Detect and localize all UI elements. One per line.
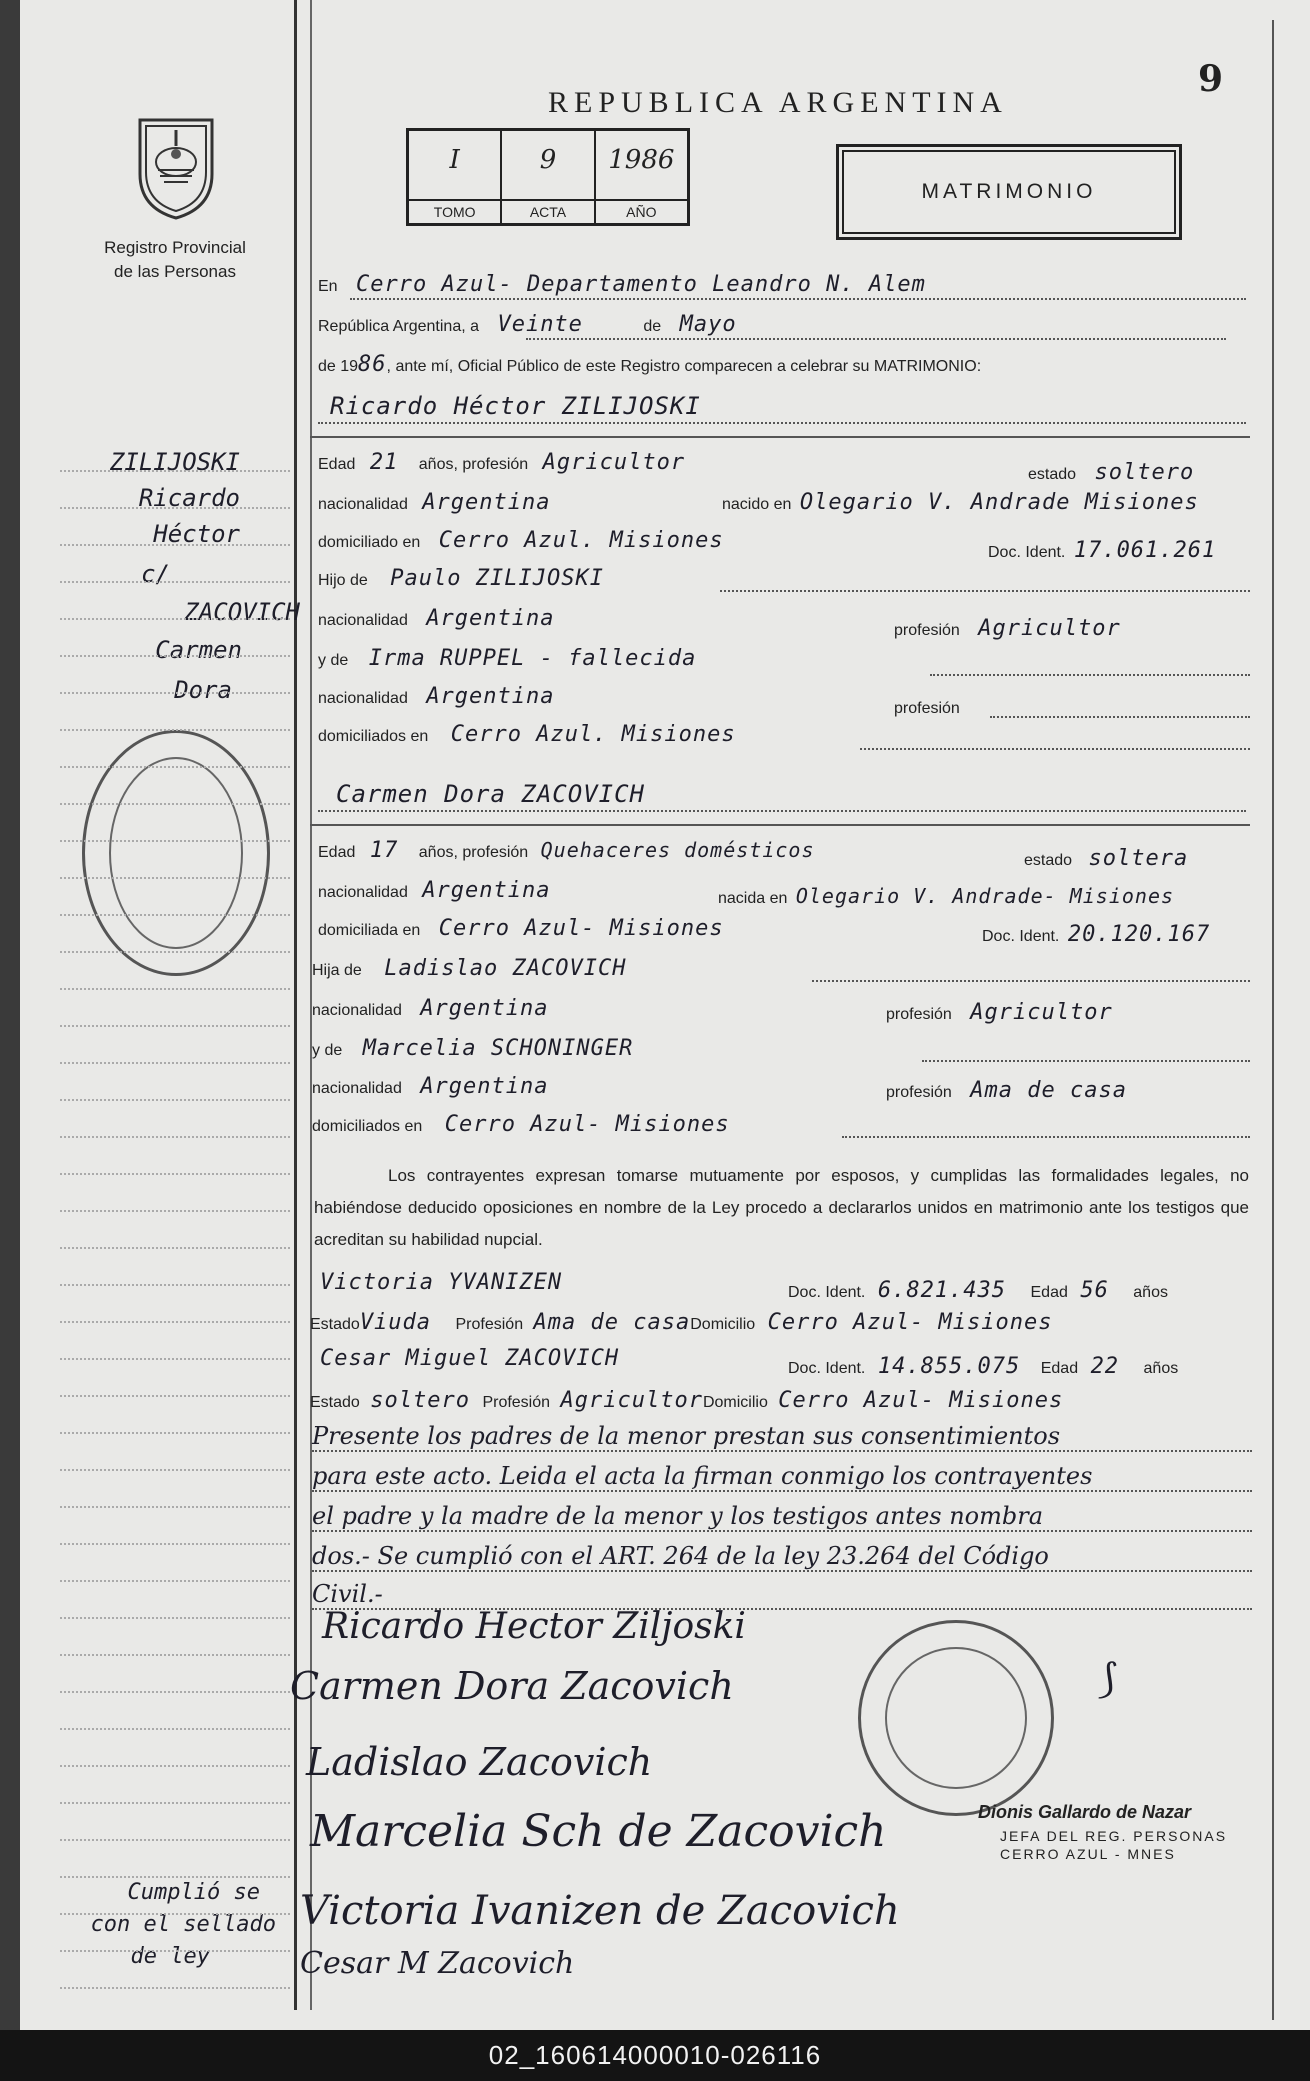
acta-reference-box <box>406 128 690 226</box>
estado-label: estado <box>1028 466 1077 483</box>
margin-rule <box>60 840 290 842</box>
bride-mother: Marcelia SCHONINGER <box>362 1036 634 1061</box>
witness-2-domicile: Cerro Azul- Misiones <box>778 1388 1064 1413</box>
margin-rule <box>60 766 290 768</box>
margin-connector: c/ <box>141 560 170 588</box>
note-line-5: Civil.- <box>312 1580 383 1608</box>
rule <box>930 674 1250 676</box>
margin-rule <box>60 470 290 472</box>
margin-rule <box>60 1728 290 1730</box>
nacionalidad-label: nacionalidad <box>312 1002 402 1019</box>
intro-line-3 <box>318 352 981 377</box>
witness-2-detail-line <box>310 1388 1063 1413</box>
bride-mother-profession: Ama de casa <box>970 1078 1127 1103</box>
record-type-box: MATRIMONIO <box>836 144 1182 240</box>
groom-domicile: Cerro Azul. Misiones <box>438 528 724 553</box>
groom-age-line <box>318 450 685 475</box>
groom-mother: Irma RUPPEL - fallecida <box>368 646 697 671</box>
bride-nationality: Argentina <box>422 878 551 903</box>
groom-father-nationality: Argentina <box>426 606 555 631</box>
nacionalidad-label: nacionalidad <box>318 690 408 707</box>
acta-label: ACTA <box>502 199 593 223</box>
profesion-label: profesión <box>894 622 960 639</box>
profesion-label: profesión <box>894 700 960 717</box>
bride-birthplace-line <box>718 884 1174 908</box>
groom-domicile-line <box>318 528 724 553</box>
bride-doc-line <box>982 922 1210 947</box>
intro-line-1 <box>318 272 926 297</box>
signature-bride-father: Ladislao Zacovich <box>306 1740 653 1784</box>
bride-father-nationality: Argentina <box>420 996 549 1021</box>
groom-nationality-line <box>318 490 551 515</box>
margin-rule <box>60 951 290 953</box>
groom-full-name: Ricardo Héctor ZILIJOSKI <box>330 392 701 420</box>
witness-1-domicile: Cerro Azul- Misiones <box>767 1310 1053 1335</box>
document-title: REPUBLICA ARGENTINA <box>548 86 1008 119</box>
hija-label: Hija de <box>312 962 362 979</box>
rule <box>860 748 1250 750</box>
margin-rule <box>60 581 290 583</box>
signature-bride: Carmen Dora Zacovich <box>290 1664 734 1708</box>
note-line-1: Presente los padres de la menor prestan sus consentimientos <box>312 1422 1061 1450</box>
estado-label: estado <box>1024 852 1073 869</box>
witness-2-profession: Agricultor <box>560 1388 703 1413</box>
rule <box>990 716 1250 718</box>
groom-birthplace-line <box>722 490 1199 515</box>
groom-mother-nat-line <box>318 684 555 709</box>
nacionalidad-label: nacionalidad <box>318 612 408 629</box>
nacido-label: nacido en <box>722 496 792 513</box>
marriage-place: Cerro Azul- Departamento Leandro N. Alem <box>356 272 926 297</box>
intro-text: , ante mí, Oficial Público de este Registro comparecen a celebrar su MATRIMONIO: <box>386 358 982 375</box>
rule <box>312 1570 1252 1572</box>
intro-line-2 <box>318 312 737 337</box>
groom-profession: Agricultor <box>542 450 686 475</box>
margin-rule <box>60 877 290 879</box>
bride-parents-domicile: Cerro Azul- Misiones <box>444 1112 730 1137</box>
registry-line-2: de las Personas <box>114 262 236 281</box>
note-line-3: el padre y la madre de la menor y los testigos antes nombra <box>312 1502 1044 1530</box>
rule <box>922 1060 1250 1062</box>
margin-surname-bride: ZACOVICH <box>184 598 300 626</box>
doc-label: Doc. Ident. <box>788 1360 866 1377</box>
doc-label: Doc. Ident. <box>982 928 1060 945</box>
groom-nationality: Argentina <box>422 490 551 515</box>
marriage-year: 86 <box>358 352 387 377</box>
edad-label: Edad <box>1030 1284 1068 1301</box>
rule <box>312 1490 1252 1492</box>
bride-domicile: Cerro Azul- Misiones <box>438 916 724 941</box>
margin-rule <box>60 1099 290 1101</box>
bride-father: Ladislao ZACOVICH <box>384 956 627 981</box>
margin-rule <box>60 1062 290 1064</box>
witness-2-status: soltero <box>370 1388 470 1413</box>
marriage-month: Mayo <box>679 312 737 337</box>
margin-rule <box>60 1432 290 1434</box>
domiciliados-label: domiciliados en <box>318 728 429 745</box>
de-label: de <box>643 318 662 335</box>
y-de-label: y de <box>318 652 349 669</box>
groom-father-line <box>318 566 604 591</box>
profesion-label: Profesión <box>482 1394 551 1411</box>
rule <box>812 980 1250 982</box>
ano-label: AÑO <box>596 199 687 223</box>
witness-2-line <box>320 1346 619 1371</box>
margin-rule <box>60 1284 290 1286</box>
witness-1-status: Viuda <box>359 1310 432 1335</box>
estado-label: Estado <box>310 1394 360 1411</box>
signature-witness-2: Cesar M Zacovich <box>300 1946 575 1981</box>
en-label: En <box>318 278 338 295</box>
witness-1-line <box>320 1270 562 1295</box>
nacida-label: nacida en <box>718 890 788 907</box>
domiciliados-label: domiciliados en <box>312 1118 423 1135</box>
signature-witness-1: Victoria Ivanizen de Zacovich <box>300 1888 900 1934</box>
margin-rule <box>60 507 290 509</box>
groom-father-profession: Agricultor <box>978 616 1121 641</box>
groom-doc: 17.061.261 <box>1073 538 1217 563</box>
margin-note-2: con el sellado <box>90 1912 276 1937</box>
margin-name-1: Ricardo <box>138 484 240 512</box>
anos-label: años <box>1133 1284 1168 1301</box>
margin-name-4: Dora <box>174 676 232 704</box>
margin-rule <box>60 1543 290 1545</box>
domicilio-label: Domicilio <box>690 1316 756 1333</box>
groom-father-nat-line <box>318 606 555 631</box>
bride-domicile-line <box>318 916 724 941</box>
bride-father-nat-line <box>312 996 549 1021</box>
groom-mother-line <box>318 646 696 671</box>
republica-label: República Argentina, a <box>318 318 479 335</box>
registry-line-1: Registro Provincial <box>104 238 246 257</box>
anos-profesion-label: años, profesión <box>418 456 529 473</box>
bride-mother-line <box>312 1036 633 1061</box>
bride-mother-prof-line <box>886 1078 1127 1103</box>
margin-rule <box>60 1321 290 1323</box>
ano-value: 1986 <box>608 145 675 175</box>
acta-cell <box>502 131 595 223</box>
nacionalidad-label: nacionalidad <box>312 1080 402 1097</box>
groom-age: 21 <box>369 450 399 475</box>
groom-father-prof-line <box>894 616 1121 641</box>
note-line-2: para este acto. Leida el acta la firman conmigo los contrayentes <box>312 1462 1093 1490</box>
margin-rule <box>60 803 290 805</box>
rule <box>318 422 1246 424</box>
bride-nationality-line <box>318 878 551 903</box>
witness-2-doc-line <box>788 1354 1178 1379</box>
margin-rule <box>60 544 290 546</box>
doc-label: Doc. Ident. <box>788 1284 866 1301</box>
witness-2-doc: 14.855.075 <box>877 1354 1021 1379</box>
witness-1-profession: Ama de casa <box>533 1310 691 1335</box>
official-place: CERRO AZUL - MNES <box>1000 1846 1176 1862</box>
groom-parents-domicile: Cerro Azul. Misiones <box>450 722 736 747</box>
bride-mother-nationality: Argentina <box>420 1074 549 1099</box>
domiciliado-label: domiciliado en <box>318 534 421 551</box>
note-line-4: dos.- Se cumplió con el ART. 264 de la ley 23.264 del Código <box>312 1542 1049 1570</box>
margin-rule <box>60 1802 290 1804</box>
margin-note-3: de ley <box>130 1944 210 1969</box>
signature-bride-mother: Marcelia Sch de Zacovich <box>310 1806 887 1857</box>
margin-rule <box>60 1654 290 1656</box>
bride-profession: Quehaceres domésticos <box>540 838 815 862</box>
margin-rule <box>60 914 290 916</box>
estado-label: Estado <box>310 1316 360 1333</box>
witness-2-name: Cesar Miguel ZACOVICH <box>320 1346 620 1371</box>
anos-profesion-label: años, profesión <box>418 844 529 861</box>
official-title: JEFA DEL REG. PERSONAS <box>1000 1828 1228 1844</box>
bride-parents-dom-line <box>312 1112 730 1137</box>
witness-1-doc-line <box>788 1278 1168 1303</box>
signature-groom: Ricardo Hector Ziljoski <box>322 1606 746 1647</box>
rule <box>842 1136 1250 1138</box>
domicilio-label: Domicilio <box>702 1394 768 1411</box>
margin-rule <box>60 1839 290 1841</box>
declaration-paragraph <box>314 1160 1249 1256</box>
witness-1-detail-line <box>310 1310 1053 1335</box>
margin-rule <box>60 1025 290 1027</box>
provincial-crest-icon <box>130 112 222 222</box>
margin-rule <box>60 1580 290 1582</box>
rule <box>318 810 1246 812</box>
binder-edge <box>0 0 20 2030</box>
margin-rule <box>60 1691 290 1693</box>
margin-rule <box>60 1876 290 1878</box>
bride-doc: 20.120.167 <box>1067 922 1211 947</box>
margin-rule <box>60 1913 290 1915</box>
rule <box>720 590 1250 592</box>
margin-rule <box>60 1950 290 1952</box>
margin-rule <box>60 1173 290 1175</box>
groom-status: soltero <box>1094 460 1195 485</box>
witness-2-age: 22 <box>1090 1354 1120 1379</box>
profesion-label: profesión <box>886 1006 952 1023</box>
witness-1-doc: 6.821.435 <box>877 1278 1007 1303</box>
bride-age: 17 <box>369 838 399 863</box>
official-signature-flourish: ⟆ <box>1100 1656 1116 1702</box>
margin-rule <box>60 618 290 620</box>
margin-rule <box>60 1358 290 1360</box>
rule <box>312 1530 1252 1532</box>
section-rule <box>310 824 1250 826</box>
margin-rule <box>60 655 290 657</box>
margin-rule <box>60 1247 290 1249</box>
margin-name-3: Carmen <box>155 636 242 664</box>
page-edge <box>1272 20 1274 2020</box>
hijo-label: Hijo de <box>318 572 368 589</box>
bride-father-profession: Agricultor <box>970 1000 1113 1025</box>
bride-father-prof-line <box>886 1000 1113 1025</box>
margin-rule <box>60 1765 290 1767</box>
bride-mother-nat-line <box>312 1074 549 1099</box>
scan-footer-code: 02_160614000010-026116 <box>0 2030 1310 2081</box>
groom-father: Paulo ZILIJOSKI <box>390 566 604 591</box>
y-de-label: y de <box>312 1042 343 1059</box>
profesion-label: profesión <box>886 1084 952 1101</box>
nacionalidad-label: nacionalidad <box>318 884 408 901</box>
margin-rule <box>60 1506 290 1508</box>
margin-surname-groom: ZILIJOSKI <box>109 448 240 476</box>
margin-rule <box>60 1210 290 1212</box>
margin-rule <box>60 1395 290 1397</box>
groom-mother-nationality: Argentina <box>426 684 555 709</box>
profesion-label: Profesión <box>455 1316 524 1333</box>
margin-name-2: Héctor <box>153 520 240 548</box>
anos-label: años <box>1143 1360 1179 1377</box>
ano-cell <box>596 131 687 223</box>
page-number: 9 <box>1198 58 1224 100</box>
tomo-cell <box>409 131 502 223</box>
witness-1-name: Victoria YVANIZEN <box>320 1270 563 1295</box>
groom-parents-dom-line <box>318 722 736 747</box>
official-seal-right <box>858 1620 1054 1816</box>
groom-doc-line <box>988 538 1216 563</box>
groom-status-line <box>1028 460 1194 485</box>
bride-status-line <box>1024 846 1188 871</box>
margin-rule <box>60 1136 290 1138</box>
section-rule <box>310 436 1250 438</box>
bride-status: soltera <box>1088 846 1189 871</box>
edad-label: Edad <box>318 456 356 473</box>
rule <box>526 338 1226 340</box>
rule <box>350 298 1246 300</box>
rule <box>312 1450 1252 1452</box>
nacionalidad-label: nacionalidad <box>318 496 408 513</box>
year-prefix: de 19 <box>318 358 359 375</box>
tomo-label: TOMO <box>409 199 500 223</box>
tomo-value: I <box>449 145 460 175</box>
edad-label: Edad <box>1040 1360 1079 1377</box>
groom-mother-prof-line <box>894 694 974 719</box>
margin-note-1: Cumplió se <box>127 1880 260 1905</box>
bride-full-name: Carmen Dora ZACOVICH <box>336 780 645 808</box>
bride-age-line <box>318 838 815 863</box>
witness-1-age: 56 <box>1080 1278 1109 1303</box>
margin-rule <box>60 729 290 731</box>
margin-rule <box>60 1469 290 1471</box>
margin-rule <box>294 0 297 2010</box>
bride-father-line <box>312 956 626 981</box>
declaration-text: Los contrayentes expresan tomarse mutuamente por esposos, y cumplidas las formalidades legales, no habiéndose deducido oposiciones en nombre de la Ley procedo a declararlos unidos en matrimonio ante los testigos que acreditan su habilidad nupcial. <box>314 1166 1249 1249</box>
bride-birthplace: Olegario V. Andrade- Misiones <box>795 884 1175 908</box>
doc-label: Doc. Ident. <box>988 544 1066 561</box>
official-name: Dionis Gallardo de Nazar <box>978 1802 1192 1822</box>
registry-title <box>60 236 290 284</box>
edad-label: Edad <box>318 844 356 861</box>
marriage-day: Veinte <box>497 312 583 337</box>
groom-birthplace: Olegario V. Andrade Misiones <box>799 490 1199 515</box>
margin-rule <box>60 1987 290 1989</box>
margin-rule <box>60 988 290 990</box>
margin-rule <box>60 1617 290 1619</box>
domiciliada-label: domiciliada en <box>318 922 421 939</box>
acta-value: 9 <box>539 145 557 175</box>
margin-rule <box>60 692 290 694</box>
